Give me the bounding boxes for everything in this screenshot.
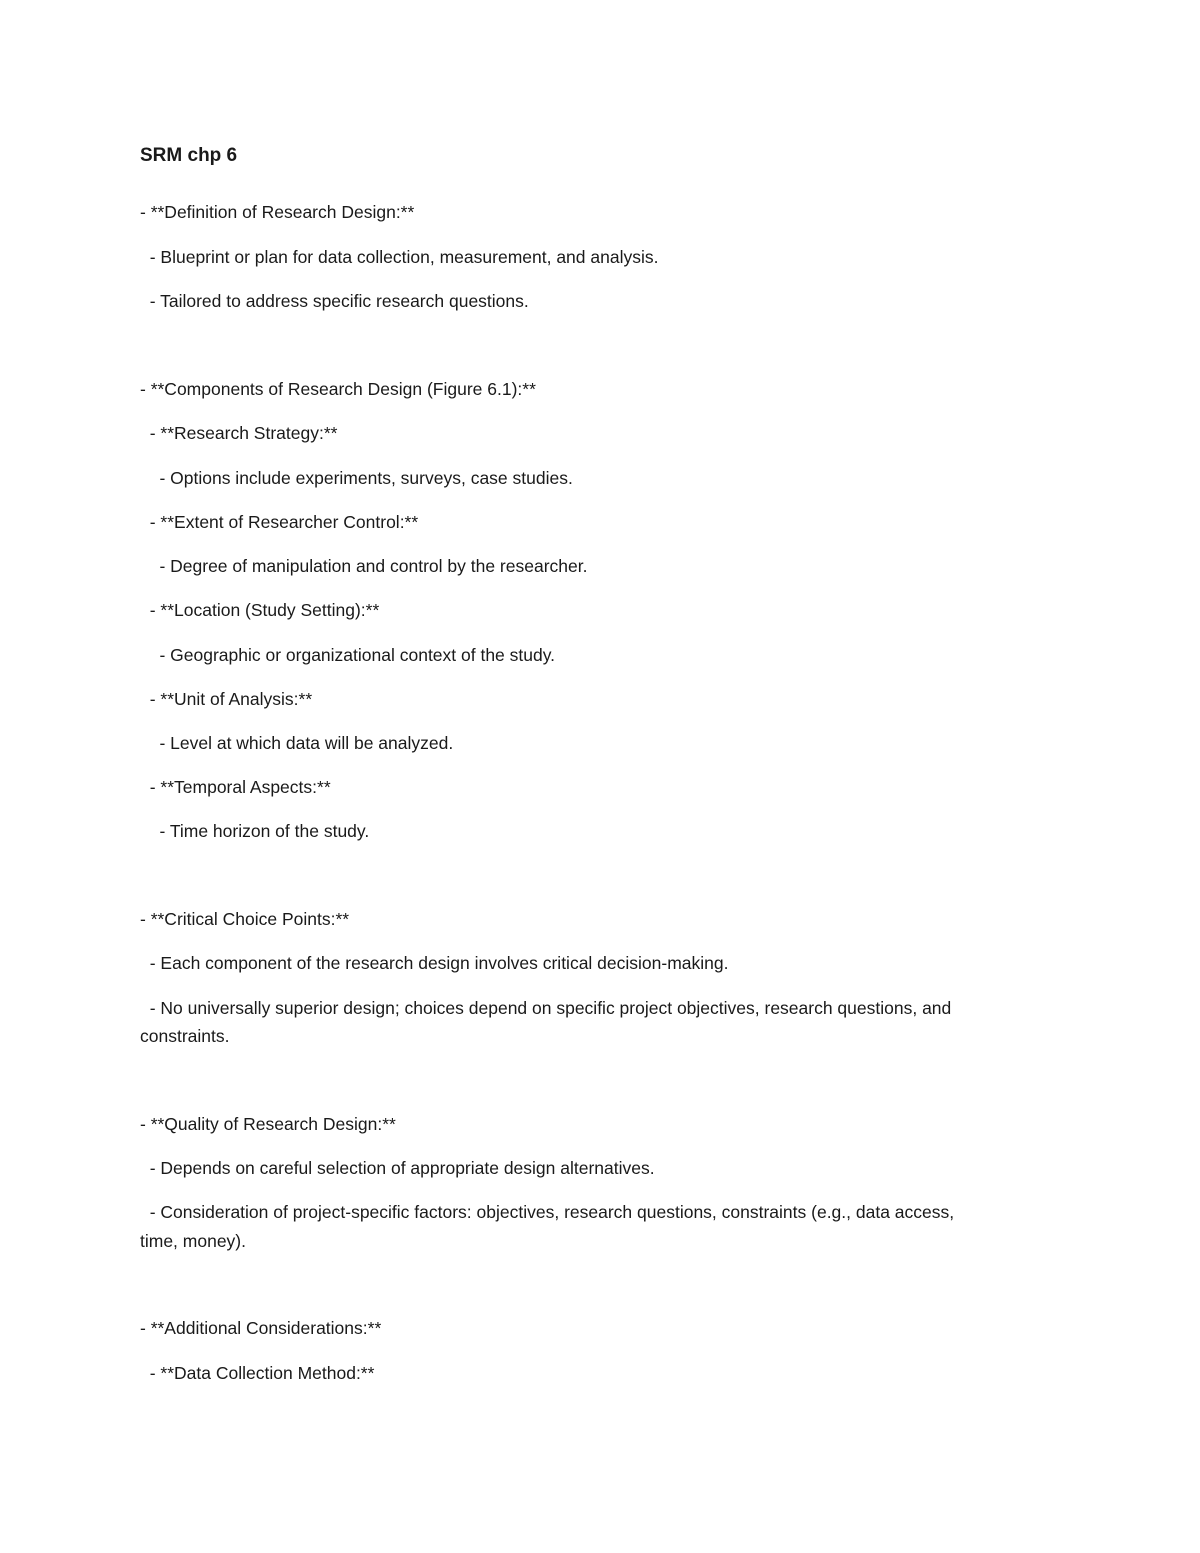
document-title: SRM chp 6	[140, 145, 238, 166]
subheading-data-collection: - **Data Collection Method:**	[140, 1363, 375, 1383]
list-item: - Degree of manipulation and control by the researcher.	[140, 556, 588, 576]
list-item: - Each component of the research design involves critical decision-making.	[140, 953, 729, 973]
subheading-location: - **Location (Study Setting):**	[140, 600, 380, 620]
section-heading-quality: - **Quality of Research Design:**	[140, 1114, 396, 1134]
list-item: - Depends on careful selection of appropriate design alternatives.	[140, 1158, 655, 1178]
section-heading-critical-choice: - **Critical Choice Points:**	[140, 909, 350, 929]
list-item: - Blueprint or plan for data collection, measurement, and analysis.	[140, 247, 659, 267]
section-heading-additional: - **Additional Considerations:**	[140, 1318, 382, 1338]
list-item: - Geographic or organizational context of the study.	[140, 645, 556, 665]
section-heading-definition: - **Definition of Research Design:**	[140, 202, 415, 222]
subheading-researcher-control: - **Extent of Researcher Control:**	[140, 512, 419, 532]
list-item-continuation: constraints.	[140, 1026, 230, 1046]
subheading-unit-of-analysis: - **Unit of Analysis:**	[140, 689, 313, 709]
list-item: - Level at which data will be analyzed.	[140, 733, 454, 753]
list-item: - Tailored to address specific research questions.	[140, 291, 529, 311]
subheading-research-strategy: - **Research Strategy:**	[140, 423, 338, 443]
list-item-continuation: time, money).	[140, 1231, 246, 1251]
subheading-temporal-aspects: - **Temporal Aspects:**	[140, 777, 331, 797]
list-item: - Options include experiments, surveys, case studies.	[140, 468, 573, 488]
list-item: - Consideration of project-specific factors: objectives, research questions, constraints (e.g., data access,	[140, 1202, 955, 1222]
section-heading-components: - **Components of Research Design (Figure 6.1):**	[140, 379, 536, 399]
list-item: - Time horizon of the study.	[140, 821, 370, 841]
list-item: - No universally superior design; choices depend on specific project objectives, research questions, and	[140, 998, 952, 1018]
